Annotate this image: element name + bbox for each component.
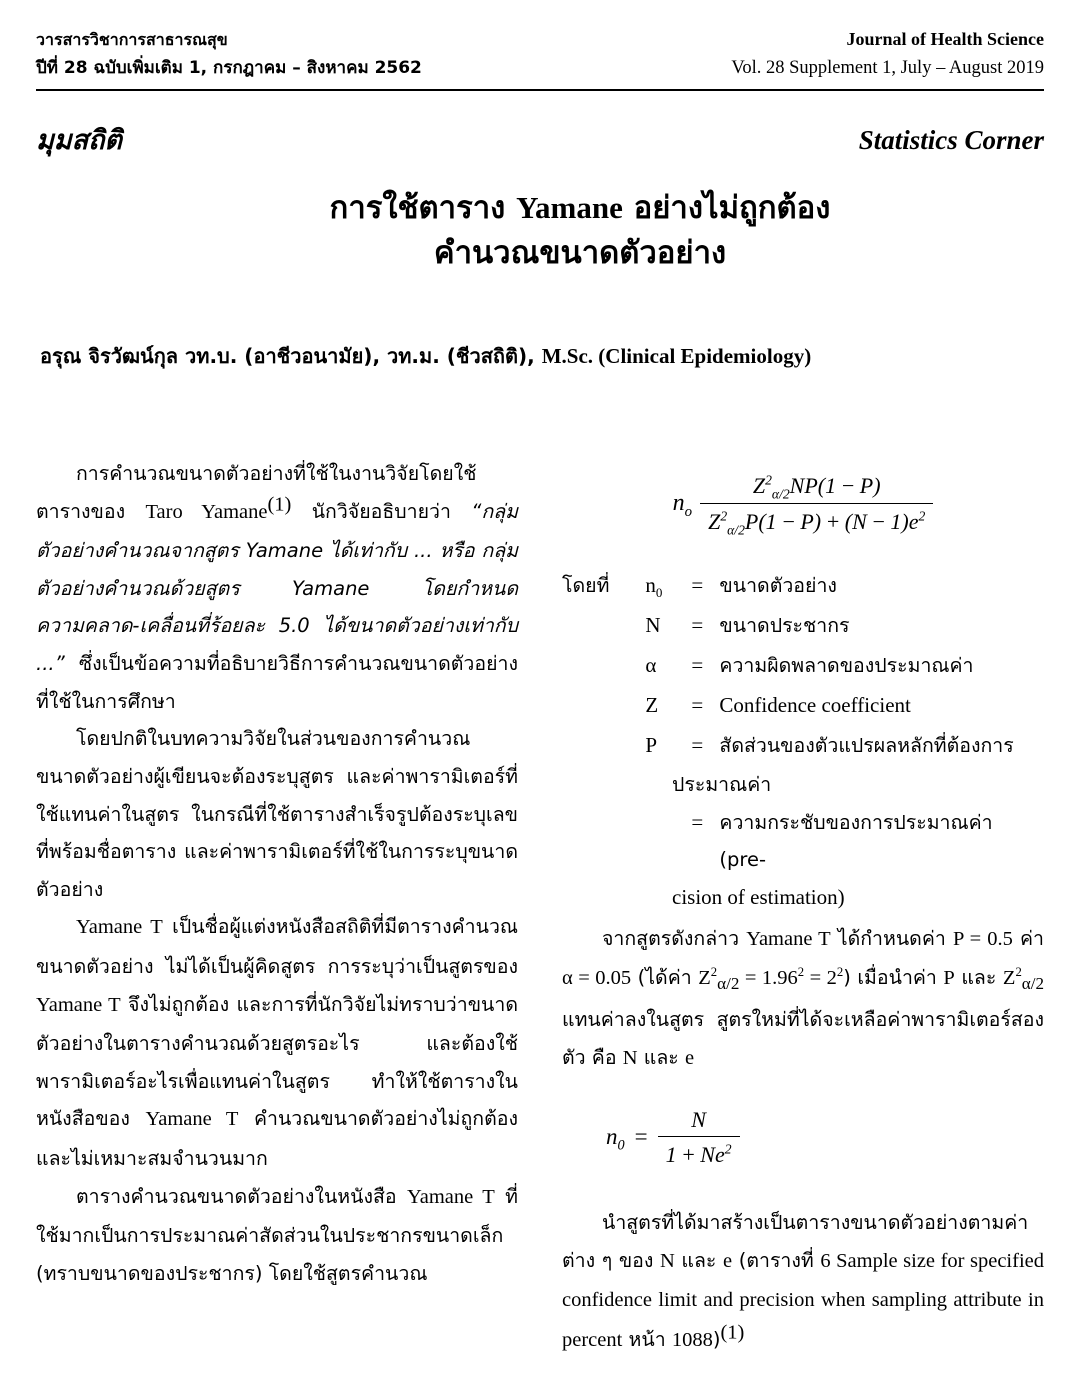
p1-quote: “กลุ่มตัวอย่างคำนวณจากสูตร Yamane ได้เท่ากับ ... หรือ กลุ่มตัวอย่างคำนวณด้วยสูตร Yamane โดยกำหนดความคลาด-เคลื่อนที่ร้อยละ 5.0 ได้ขนาดตัวอย่างเท่ากับ ...” bbox=[36, 499, 518, 676]
definition-eq-P: = bbox=[691, 732, 704, 757]
definition-eq-Z: = bbox=[691, 693, 704, 718]
p1-reference-superscript: (1) bbox=[267, 493, 292, 516]
p-last-text: นำสูตรที่ได้มาสร้างเป็นตารางขนาดตัวอย่างตามค่าต่าง ๆ ของ N และ e (ตารางที่ 6 Sample size for specified confidence limit and precision when sampling attribute in percent หน้า 1088) bbox=[562, 1211, 1044, 1351]
definition-row-alpha bbox=[562, 646, 1044, 686]
p4-yamane: Yamane T bbox=[407, 1185, 495, 1208]
formula2-denominator: $1 + Ne^2$ bbox=[658, 1136, 740, 1170]
p3-yamane-2: Yamane T bbox=[36, 993, 121, 1016]
definition-eq-e: = bbox=[691, 809, 704, 834]
definition-symbol-Z: Z bbox=[645, 693, 659, 718]
formula1-denominator: $Z^2_{\alpha/2}P(1 - P) + (N - 1)e^2$ bbox=[700, 503, 933, 537]
p-last-reference-superscript: (1) bbox=[720, 1321, 745, 1344]
formula-simplified bbox=[606, 1105, 1044, 1170]
p3-yamane-3: Yamane T bbox=[145, 1108, 239, 1131]
definition-row-N bbox=[562, 606, 1044, 646]
journal-title-th: วารสารวิชาการสาธารณสุข bbox=[36, 30, 228, 49]
definition-eq-n0: = bbox=[691, 573, 704, 598]
definition-symbol-P: P bbox=[645, 732, 658, 757]
title-line2: คำนวณขนาดตัวอย่าง bbox=[433, 234, 727, 271]
section-label-en: Statistics Corner bbox=[858, 125, 1044, 155]
definition-symbol-alpha: α bbox=[645, 653, 657, 678]
formula-sample-size-full bbox=[562, 471, 1044, 536]
title-line1-part2: อย่างไม่ถูกต้อง bbox=[622, 190, 831, 226]
definition-eq-N: = bbox=[691, 613, 704, 638]
issue-info-th: ปีที่ 28 ฉบับเพิ่มเติม 1, กรกฎาคม – สิงหาคม 2562 bbox=[36, 57, 422, 78]
p3-part6: คำนวณขนาดตัวอย่างไม่ถูกต้อง และไม่เหมาะสมจำนวนมาก bbox=[36, 1107, 518, 1170]
formula2-equals: = bbox=[634, 1124, 648, 1150]
author-name-en: M.Sc. (Clinical Epidemiology) bbox=[541, 344, 812, 368]
paragraph-after-definitions bbox=[562, 920, 1044, 1079]
masthead-row-journal bbox=[36, 26, 1044, 54]
page-title bbox=[120, 186, 1040, 276]
definition-text-N: ขนาดประชากร bbox=[719, 614, 850, 638]
p3-part2: เป็นชื่อผู้แต่งหนังสือสถิติที่มีตารางคำนวณขนาดตัวอย่าง ไม่ได้เป็นผู้คิดสูตร การระบุว่าเป็นสูตรของ bbox=[36, 915, 518, 978]
section-header bbox=[36, 118, 1044, 161]
p1-part1: การคำนวณขนาดตัวอย่างที่ใช้ในงานวิจัยโดยใช้ตารางของ bbox=[36, 462, 477, 523]
right-column bbox=[562, 455, 1044, 1360]
issue-info-en: Vol. 28 Supplement 1, July – August 2019 bbox=[731, 57, 1044, 78]
p4-part1: ตารางคำนวณขนาดตัวอย่างในหนังสือ bbox=[76, 1184, 407, 1208]
definition-text-Z: Confidence coefficient bbox=[719, 693, 911, 718]
author-name-th: อรุณ จิรวัฒน์กุล วท.บ. (อาชีวอนามัย), วท.ม. (ชีวสถิติ), bbox=[40, 344, 542, 368]
p1-part2: นักวิจัยอธิบายว่า bbox=[291, 499, 472, 523]
paragraph-3 bbox=[36, 908, 518, 1177]
definition-text-e-continued: cision of estimation) bbox=[672, 884, 845, 909]
definition-symbol-N: N bbox=[645, 613, 661, 638]
paragraph-2: โดยปกติในบทความวิจัยในส่วนของการคำนวณขนาดตัวอย่างผู้เขียนจะต้องระบุสูตร และค่าพารามิเตอร์ที่ใช้แทนค่าในสูตร ในกรณีที่ใช้ตารางสำเร็จรูปต้องระบุเลขที่พร้อมชื่อตาราง และค่าพารามิเตอร์ที่ใช้ในการระบุขนาดตัวอย่าง bbox=[36, 727, 518, 901]
p3-yamane-1: Yamane T bbox=[76, 916, 163, 939]
definition-text-e: ความกระชับของการประมาณค่า (pre- bbox=[719, 810, 993, 871]
header-divider bbox=[36, 89, 1044, 91]
definition-row-P bbox=[562, 726, 1044, 766]
section-label-th: มุมสถิติ bbox=[36, 125, 122, 156]
p1-part3: ซึ่งเป็นข้อความที่อธิบายวิธีการคำนวณขนาดตัวอย่างที่ใช้ในการศึกษา bbox=[36, 652, 518, 713]
journal-title-en: Journal of Health Science bbox=[846, 29, 1044, 49]
definitions-lead-word: โดยที่ bbox=[562, 574, 610, 598]
paragraph-1 bbox=[36, 455, 518, 720]
p1-taro-yamane: Taro Yamane bbox=[145, 500, 268, 523]
definition-row-n0 bbox=[562, 566, 1044, 606]
title-line1-part1: การใช้ตาราง bbox=[329, 190, 517, 226]
definition-eq-alpha: = bbox=[691, 653, 704, 678]
formula1-numerator: $Z^2_{\alpha/2}NP(1 - P)$ bbox=[752, 472, 881, 502]
paragraph-4 bbox=[36, 1178, 518, 1293]
formula1-lhs: $n_o$ bbox=[672, 490, 693, 520]
definition-text-P: สัดส่วนของตัวแปรผลหลักที่ต้องการ bbox=[719, 733, 1014, 757]
definition-row-Z bbox=[562, 686, 1044, 726]
definition-symbol-n0: $n_0$ bbox=[645, 573, 663, 601]
definition-row-e bbox=[562, 803, 1044, 878]
masthead bbox=[36, 26, 1044, 91]
definition-text-n0: ขนาดตัวอย่าง bbox=[719, 574, 837, 598]
formula1-fraction bbox=[700, 471, 933, 536]
definition-text-alpha: ความผิดพลาดของประมาณค่า bbox=[719, 654, 974, 678]
formula2-numerator: N bbox=[691, 1106, 706, 1132]
p4-part3: ที่ใช้มากเป็นการประมาณค่าสัดส่วนในประชากรขนาดเล็ก (ทราบขนาดของประชากร) โดยใช้สูตรคำนวณ bbox=[36, 1184, 518, 1285]
formula2-fraction bbox=[658, 1105, 740, 1170]
title-line1-yamane: Yamane bbox=[516, 190, 623, 225]
left-column bbox=[36, 455, 518, 1360]
p-after-defs-text: จากสูตรดังกล่าว Yamane T ได้กำหนดค่า P = 0.5 ค่า α = 0.05 (ได้ค่า $Z^2_{\alpha/2} = 1.96^2 = 2^2$) เมื่อนำค่า P และ $Z^2_{\alpha/2}$ แทนค่าลงในสูตร สูตรใหม่ที่ได้จะเหลือค่าพารามิเตอร์สองตัว คือ N และ e bbox=[562, 926, 1045, 1070]
author-line bbox=[40, 340, 1040, 372]
definition-text-P-continued: ประมาณค่า bbox=[672, 772, 772, 796]
masthead-row-issue bbox=[36, 54, 1044, 83]
definition-list bbox=[562, 566, 1044, 917]
formula2-lhs: $n_0$ bbox=[606, 1124, 625, 1154]
p3-part4: จึงไม่ถูกต้อง และการที่นักวิจัยไม่ทราบว่าขนาดตัวอย่างในตารางคำนวณด้วยสูตรอะไร และต้องใช้พารามิเตอร์อะไรเพื่อแทนค่าในสูตร ทำให้ใช้ตารางในหนังสือของ bbox=[36, 992, 518, 1131]
paragraph-last bbox=[562, 1204, 1044, 1360]
body-columns bbox=[36, 455, 1044, 1360]
